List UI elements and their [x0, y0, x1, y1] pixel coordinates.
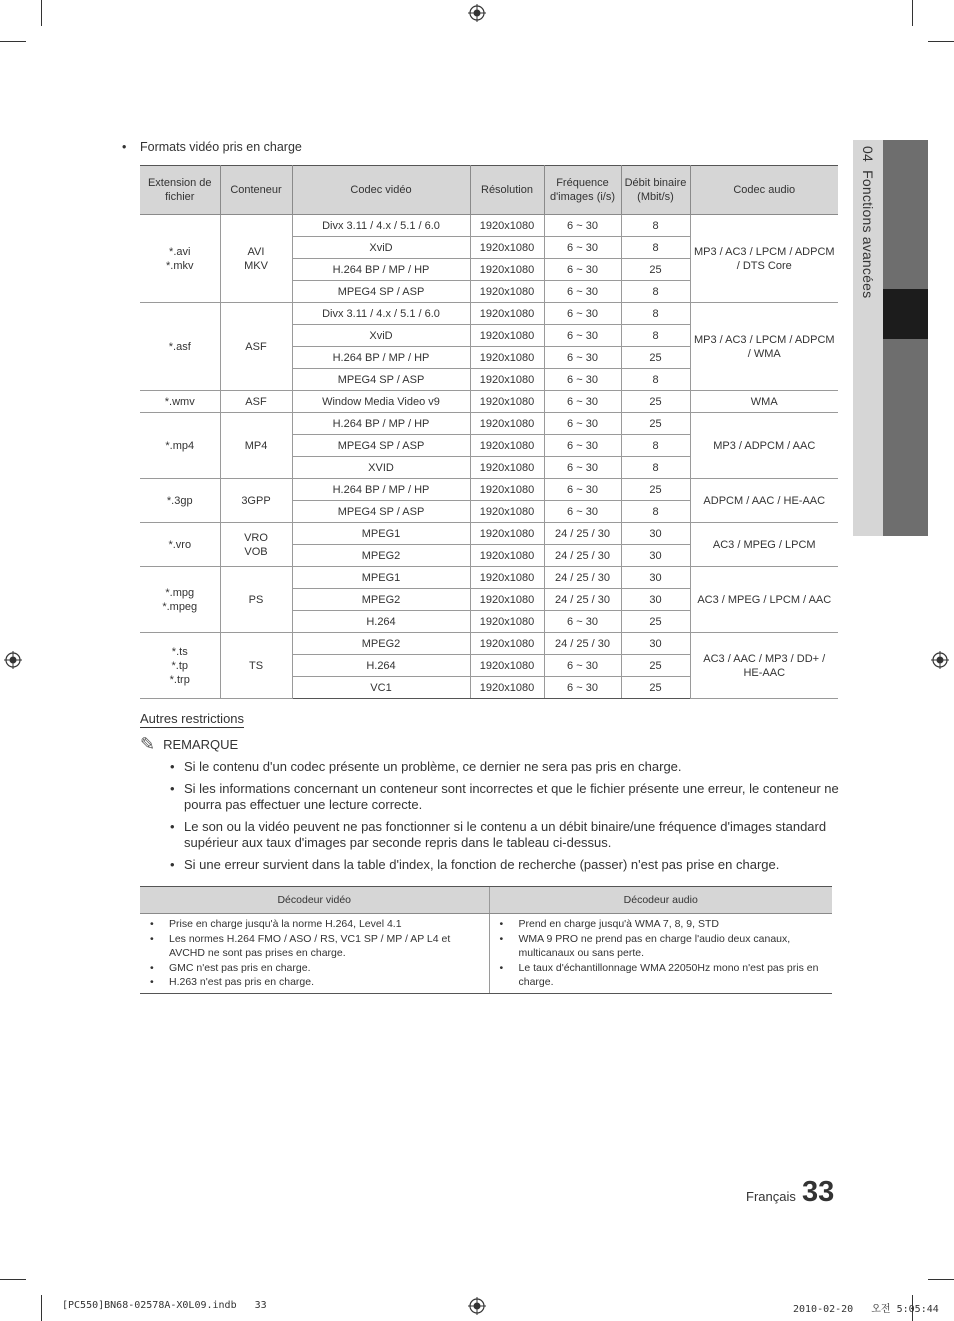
audio-codec-cell: AC3 / MPEG / LPCM: [690, 523, 838, 567]
audio-codec-cell: AC3 / MPEG / LPCM / AAC: [690, 567, 838, 633]
bitrate-cell: 30: [621, 523, 690, 545]
video-codec-cell: Window Media Video v9: [292, 391, 470, 413]
video-codec-cell: H.264 BP / MP / HP: [292, 479, 470, 501]
table-header-row: [140, 887, 832, 914]
registration-mark-icon: [4, 651, 22, 669]
video-codec-cell: XviD: [292, 325, 470, 347]
bitrate-cell: 8: [621, 237, 690, 259]
bitrate-cell: 30: [621, 633, 690, 655]
resolution-cell: 1920x1080: [470, 325, 544, 347]
list-item: • Si une erreur survient dans la table d'index, la fonction de recherche (passer) n'est pas prise en charge.: [170, 856, 780, 872]
bullet-icon: •: [499, 918, 504, 930]
frame-rate-cell: 6 ~ 30: [544, 303, 621, 325]
video-codec-cell: MPEG2: [292, 633, 470, 655]
extension-cell: *.avi *.mkv: [140, 215, 220, 303]
audio-decoder-cell: [489, 914, 832, 994]
registration-mark-icon: [468, 4, 486, 22]
list-item: • Prend en charge jusqu'à WMA 7, 8, 9, STD: [499, 918, 719, 930]
video-decoder-header: Décodeur vidéo: [140, 887, 489, 914]
notes-list: [168, 759, 840, 878]
crop-mark: [0, 41, 26, 42]
resolution-cell: 1920x1080: [470, 655, 544, 677]
frame-rate-cell: 6 ~ 30: [544, 237, 621, 259]
audio-codec-cell: MP3 / AC3 / LPCM / ADPCM / WMA: [690, 303, 838, 391]
resolution-cell: 1920x1080: [470, 237, 544, 259]
table-row: [140, 523, 838, 545]
table-row: [140, 479, 838, 501]
bitrate-cell: 8: [621, 215, 690, 237]
resolution-cell: 1920x1080: [470, 413, 544, 435]
audio-codec-cell: WMA: [690, 391, 838, 413]
video-codec-cell: XVID: [292, 457, 470, 479]
bullet-icon: •: [122, 140, 127, 154]
bullet-icon: •: [150, 918, 154, 930]
video-codec-cell: MPEG2: [292, 589, 470, 611]
intro-bullet: [122, 140, 302, 154]
video-codec-cell: H.264 BP / MP / HP: [292, 259, 470, 281]
chapter-label: [853, 146, 883, 326]
frame-rate-cell: 6 ~ 30: [544, 347, 621, 369]
resolution-cell: 1920x1080: [470, 303, 544, 325]
frame-rate-cell: 6 ~ 30: [544, 501, 621, 523]
video-codec-cell: MPEG4 SP / ASP: [292, 501, 470, 523]
bitrate-cell: 8: [621, 501, 690, 523]
bitrate-cell: 8: [621, 281, 690, 303]
container-cell: AVI MKV: [220, 215, 292, 303]
chapter-tab-dark: [883, 339, 928, 536]
list-item: • H.263 n'est pas pris en charge.: [150, 976, 315, 988]
crop-mark: [41, 0, 42, 26]
chapter-number: 04: [860, 146, 876, 162]
table-header-row: [140, 166, 838, 215]
bitrate-cell: 8: [621, 435, 690, 457]
bullet-icon: •: [499, 932, 504, 945]
restrictions-title: Autres restrictions: [140, 711, 245, 726]
registration-mark-icon: [468, 1297, 486, 1315]
chapter-title: Fonctions avancées: [860, 170, 876, 299]
bitrate-cell: 30: [621, 567, 690, 589]
video-codec-cell: MPEG4 SP / ASP: [292, 281, 470, 303]
bitrate-cell: 25: [621, 655, 690, 677]
resolution-cell: 1920x1080: [470, 347, 544, 369]
list-item: • Le son ou la vidéo peuvent ne pas fonctionner si le contenu a un débit binaire/une fréquence d'images standard supérieur aux taux d'images par seconde repris dans le tableau ci-dessus.: [170, 818, 827, 850]
extension-cell: *.mpg *.mpeg: [140, 567, 220, 633]
page-number: 33: [802, 1176, 835, 1208]
frame-rate-cell: 24 / 25 / 30: [544, 589, 621, 611]
frame-rate-cell: 24 / 25 / 30: [544, 633, 621, 655]
header-audio-codec: Codec audio: [690, 166, 838, 215]
resolution-cell: 1920x1080: [470, 545, 544, 567]
extension-cell: *.vro: [140, 523, 220, 567]
video-codec-cell: XviD: [292, 237, 470, 259]
video-decoder-cell: [140, 914, 489, 994]
frame-rate-cell: 6 ~ 30: [544, 391, 621, 413]
crop-mark: [928, 1279, 954, 1280]
list-item: • Prise en charge jusqu'à la norme H.264, Level 4.1: [150, 918, 402, 930]
video-codec-cell: MPEG4 SP / ASP: [292, 369, 470, 391]
footer-language: Français: [746, 1189, 796, 1204]
bullet-icon: •: [170, 759, 175, 774]
frame-rate-cell: 6 ~ 30: [544, 259, 621, 281]
video-formats-table: [140, 165, 838, 699]
video-codec-cell: H.264 BP / MP / HP: [292, 347, 470, 369]
bitrate-cell: 8: [621, 303, 690, 325]
bitrate-cell: 8: [621, 325, 690, 347]
table-row: [140, 914, 832, 994]
list-item: • Le taux d'échantillonnage WMA 22050Hz mono n'est pas pris en charge.: [499, 961, 819, 988]
decoders-table: [140, 886, 832, 994]
bullet-icon: •: [170, 818, 175, 834]
resolution-cell: 1920x1080: [470, 633, 544, 655]
frame-rate-cell: 6 ~ 30: [544, 325, 621, 347]
table-row: [140, 303, 838, 325]
bullet-icon: •: [499, 961, 504, 974]
bitrate-cell: 8: [621, 369, 690, 391]
frame-rate-cell: 6 ~ 30: [544, 457, 621, 479]
registration-mark-icon: [931, 651, 949, 669]
list-item: • Les normes H.264 FMO / ASO / RS, VC1 SP / MP / AP L4 et AVCHD ne sont pas prises en charge.: [150, 932, 451, 959]
bitrate-cell: 25: [621, 259, 690, 281]
bitrate-cell: 25: [621, 677, 690, 699]
bitrate-cell: 8: [621, 457, 690, 479]
resolution-cell: 1920x1080: [470, 259, 544, 281]
resolution-cell: 1920x1080: [470, 567, 544, 589]
bullet-icon: •: [150, 932, 154, 945]
container-cell: ASF: [220, 303, 292, 391]
crop-mark: [41, 1295, 42, 1321]
frame-rate-cell: 24 / 25 / 30: [544, 567, 621, 589]
container-cell: 3GPP: [220, 479, 292, 523]
container-cell: PS: [220, 567, 292, 633]
audio-codec-cell: ADPCM / AAC / HE-AAC: [690, 479, 838, 523]
frame-rate-cell: 24 / 25 / 30: [544, 523, 621, 545]
video-codec-cell: H.264: [292, 611, 470, 633]
header-resolution: Résolution: [470, 166, 544, 215]
video-codec-cell: H.264 BP / MP / HP: [292, 413, 470, 435]
print-slug-date: 2010-02-20 오전 5:05:44: [793, 1304, 939, 1315]
header-frame-rate: Fréquence d'images (i/s): [544, 166, 621, 215]
resolution-cell: 1920x1080: [470, 501, 544, 523]
resolution-cell: 1920x1080: [470, 677, 544, 699]
resolution-cell: 1920x1080: [470, 369, 544, 391]
resolution-cell: 1920x1080: [470, 479, 544, 501]
note-header: [140, 734, 238, 755]
crop-mark: [928, 41, 954, 42]
frame-rate-cell: 6 ~ 30: [544, 215, 621, 237]
frame-rate-cell: 6 ~ 30: [544, 413, 621, 435]
bullet-icon: •: [170, 780, 175, 796]
intro-text: Formats vidéo pris en charge: [140, 140, 302, 154]
audio-decoder-header: Décodeur audio: [489, 887, 832, 914]
table-row: [140, 413, 838, 435]
resolution-cell: 1920x1080: [470, 281, 544, 303]
table-row: [140, 215, 838, 237]
video-codec-cell: Divx 3.11 / 4.x / 5.1 / 6.0: [292, 303, 470, 325]
resolution-cell: 1920x1080: [470, 457, 544, 479]
list-item: • Si les informations concernant un conteneur sont incorrectes et que le fichier présente une erreur, le conteneur ne pourra pas effectuer une lecture correcte.: [170, 780, 839, 812]
table-row: [140, 567, 838, 589]
video-codec-cell: MPEG4 SP / ASP: [292, 435, 470, 457]
bullet-icon: •: [170, 856, 175, 872]
bullet-icon: •: [150, 961, 154, 974]
resolution-cell: 1920x1080: [470, 435, 544, 457]
bullet-icon: •: [150, 976, 154, 988]
container-cell: ASF: [220, 391, 292, 413]
frame-rate-cell: 6 ~ 30: [544, 655, 621, 677]
header-extension: Extension de fichier: [140, 166, 220, 215]
chapter-tab-active: [883, 289, 928, 339]
bitrate-cell: 25: [621, 347, 690, 369]
resolution-cell: 1920x1080: [470, 523, 544, 545]
list-item: • WMA 9 PRO ne prend pas en charge l'audio deux canaux, multicanaux ou sans perte.: [499, 932, 791, 959]
video-codec-cell: MPEG2: [292, 545, 470, 567]
bitrate-cell: 30: [621, 545, 690, 567]
table-row: [140, 391, 838, 413]
bitrate-cell: 30: [621, 589, 690, 611]
container-cell: MP4: [220, 413, 292, 479]
audio-codec-cell: MP3 / ADPCM / AAC: [690, 413, 838, 479]
extension-cell: *.mp4: [140, 413, 220, 479]
extension-cell: *.3gp: [140, 479, 220, 523]
frame-rate-cell: 6 ~ 30: [544, 677, 621, 699]
list-item: • Si le contenu d'un codec présente un problème, ce dernier ne sera pas pris en charge.: [170, 759, 682, 774]
audio-codec-cell: AC3 / AAC / MP3 / DD+ / HE-AAC: [690, 633, 838, 699]
audio-codec-cell: MP3 / AC3 / LPCM / ADPCM / DTS Core: [690, 215, 838, 303]
bitrate-cell: 25: [621, 479, 690, 501]
frame-rate-cell: 6 ~ 30: [544, 435, 621, 457]
resolution-cell: 1920x1080: [470, 215, 544, 237]
bitrate-cell: 25: [621, 391, 690, 413]
extension-cell: *.wmv: [140, 391, 220, 413]
header-container: Conteneur: [220, 166, 292, 215]
note-label: REMARQUE: [163, 737, 239, 752]
pencil-icon: ✎: [140, 734, 156, 754]
resolution-cell: 1920x1080: [470, 391, 544, 413]
extension-cell: *.asf: [140, 303, 220, 391]
resolution-cell: 1920x1080: [470, 611, 544, 633]
crop-mark: [912, 0, 913, 26]
print-slug-file: [PC550]BN68-02578A-X0L09.indb 33: [62, 1300, 267, 1311]
table-row: [140, 633, 838, 655]
header-bitrate: Débit binaire (Mbit/s): [621, 166, 690, 215]
container-cell: TS: [220, 633, 292, 699]
frame-rate-cell: 24 / 25 / 30: [544, 545, 621, 567]
frame-rate-cell: 6 ~ 30: [544, 281, 621, 303]
frame-rate-cell: 6 ~ 30: [544, 369, 621, 391]
video-codec-cell: MPEG1: [292, 523, 470, 545]
video-codec-cell: MPEG1: [292, 567, 470, 589]
crop-mark: [0, 1279, 26, 1280]
bitrate-cell: 25: [621, 413, 690, 435]
bitrate-cell: 25: [621, 611, 690, 633]
header-video-codec: Codec vidéo: [292, 166, 470, 215]
frame-rate-cell: 6 ~ 30: [544, 611, 621, 633]
frame-rate-cell: 6 ~ 30: [544, 479, 621, 501]
video-codec-cell: H.264: [292, 655, 470, 677]
resolution-cell: 1920x1080: [470, 589, 544, 611]
video-codec-cell: Divx 3.11 / 4.x / 5.1 / 6.0: [292, 215, 470, 237]
container-cell: VRO VOB: [220, 523, 292, 567]
list-item: • GMC n'est pas pris en charge.: [150, 961, 311, 974]
extension-cell: *.ts *.tp *.trp: [140, 633, 220, 699]
video-codec-cell: VC1: [292, 677, 470, 699]
chapter-tab-dark: [883, 140, 928, 289]
